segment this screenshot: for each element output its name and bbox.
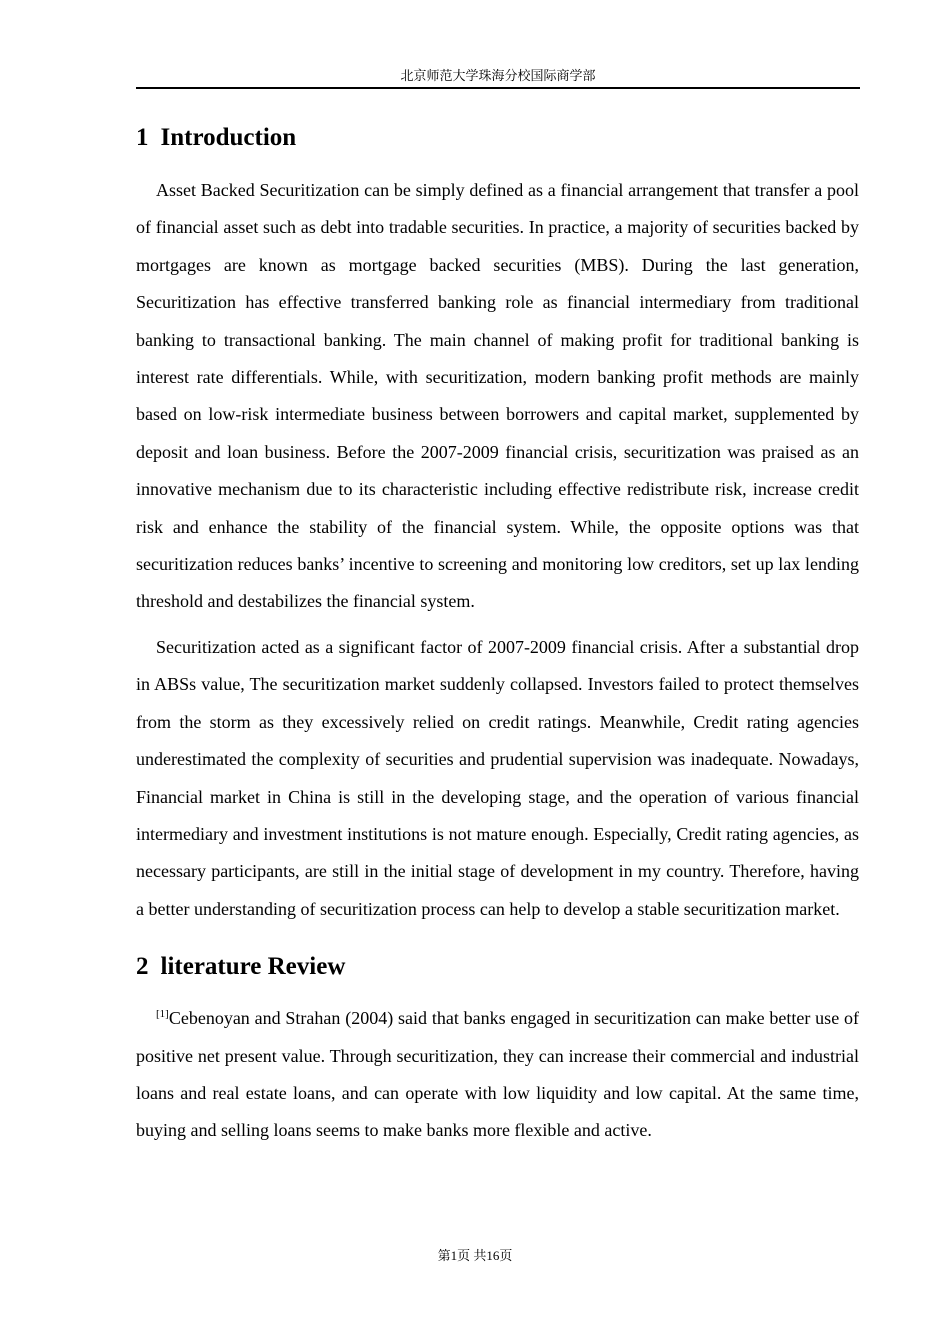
paragraph: Asset Backed Securitization can be simply defined as a financial arrangement that transfer a pool of financial asset such as debt into tradable securities. In practice, a majority of securities backed by mortgages are known as mortgage backed securities (MBS). During the last generation, Securitization has effective transferred banking role as financial intermediary from traditional banking to transactional banking. The main channel of making profit for traditional banking is interest rate differentials. While, with securitization, modern banking profit methods are mainly based on low-risk intermediate business between borrowers and capital market, supplemented by deposit and loan business. Before the 2007-2009 financial crisis, securitization was praised as an innovative mechanism due to its characteristic including effective redistribute risk, increase credit risk and enhance the stability of the financial system. While, the opposite options was that securitization reduces banks’ incentive to screening and monitoring low creditors, set up lax lending threshold and destabilizes the financial system.: [136, 180, 859, 612]
paragraph: [136, 1000, 859, 1150]
section-title: literature Review: [160, 953, 346, 981]
section-number: 2: [136, 953, 149, 981]
paragraph: Securitization acted as a significant factor of 2007-2009 financial crisis. After a substantial drop in ABSs value, The securitization market suddenly collapsed. Investors failed to protect themselves from the storm as they excessively relied on credit ratings. Meanwhile, Credit rating agencies underestimated the complexity of securities and prudential supervision was inadequate. Nowadays, Financial market in China is still in the developing stage, and the operation of various financial intermediary and investment institutions is not mature enough. Especially, Credit rating agencies, as necessary participants, are still in the initial stage of development in my country. Therefore, having a better understanding of securitization process can help to develop a stable securitization market.: [136, 636, 859, 919]
header-institution: 北京师范大学珠海分校国际商学部: [400, 68, 596, 83]
document-body: [136, 120, 859, 1150]
paragraph-text: Cebenoyan and Strahan (2004) said that banks engaged in securitization can make better use of positive net present value. Through securitization, they can increase their commercial and industrial loans and real estate loans, and can operate with low liquidity and low capital. At the same time, buying and selling loans seems to make banks more flexible and active.: [136, 1008, 859, 1141]
section-number: 1: [136, 124, 149, 151]
page-number: 第1页 共16页: [437, 1248, 513, 1263]
citation-marker: [1]: [156, 1008, 169, 1021]
section-heading-literature-review: [136, 949, 859, 985]
section-title: Introduction: [160, 124, 297, 151]
page-header: [136, 66, 860, 89]
page-footer: [0, 1247, 950, 1265]
section-heading-introduction: [136, 120, 859, 156]
